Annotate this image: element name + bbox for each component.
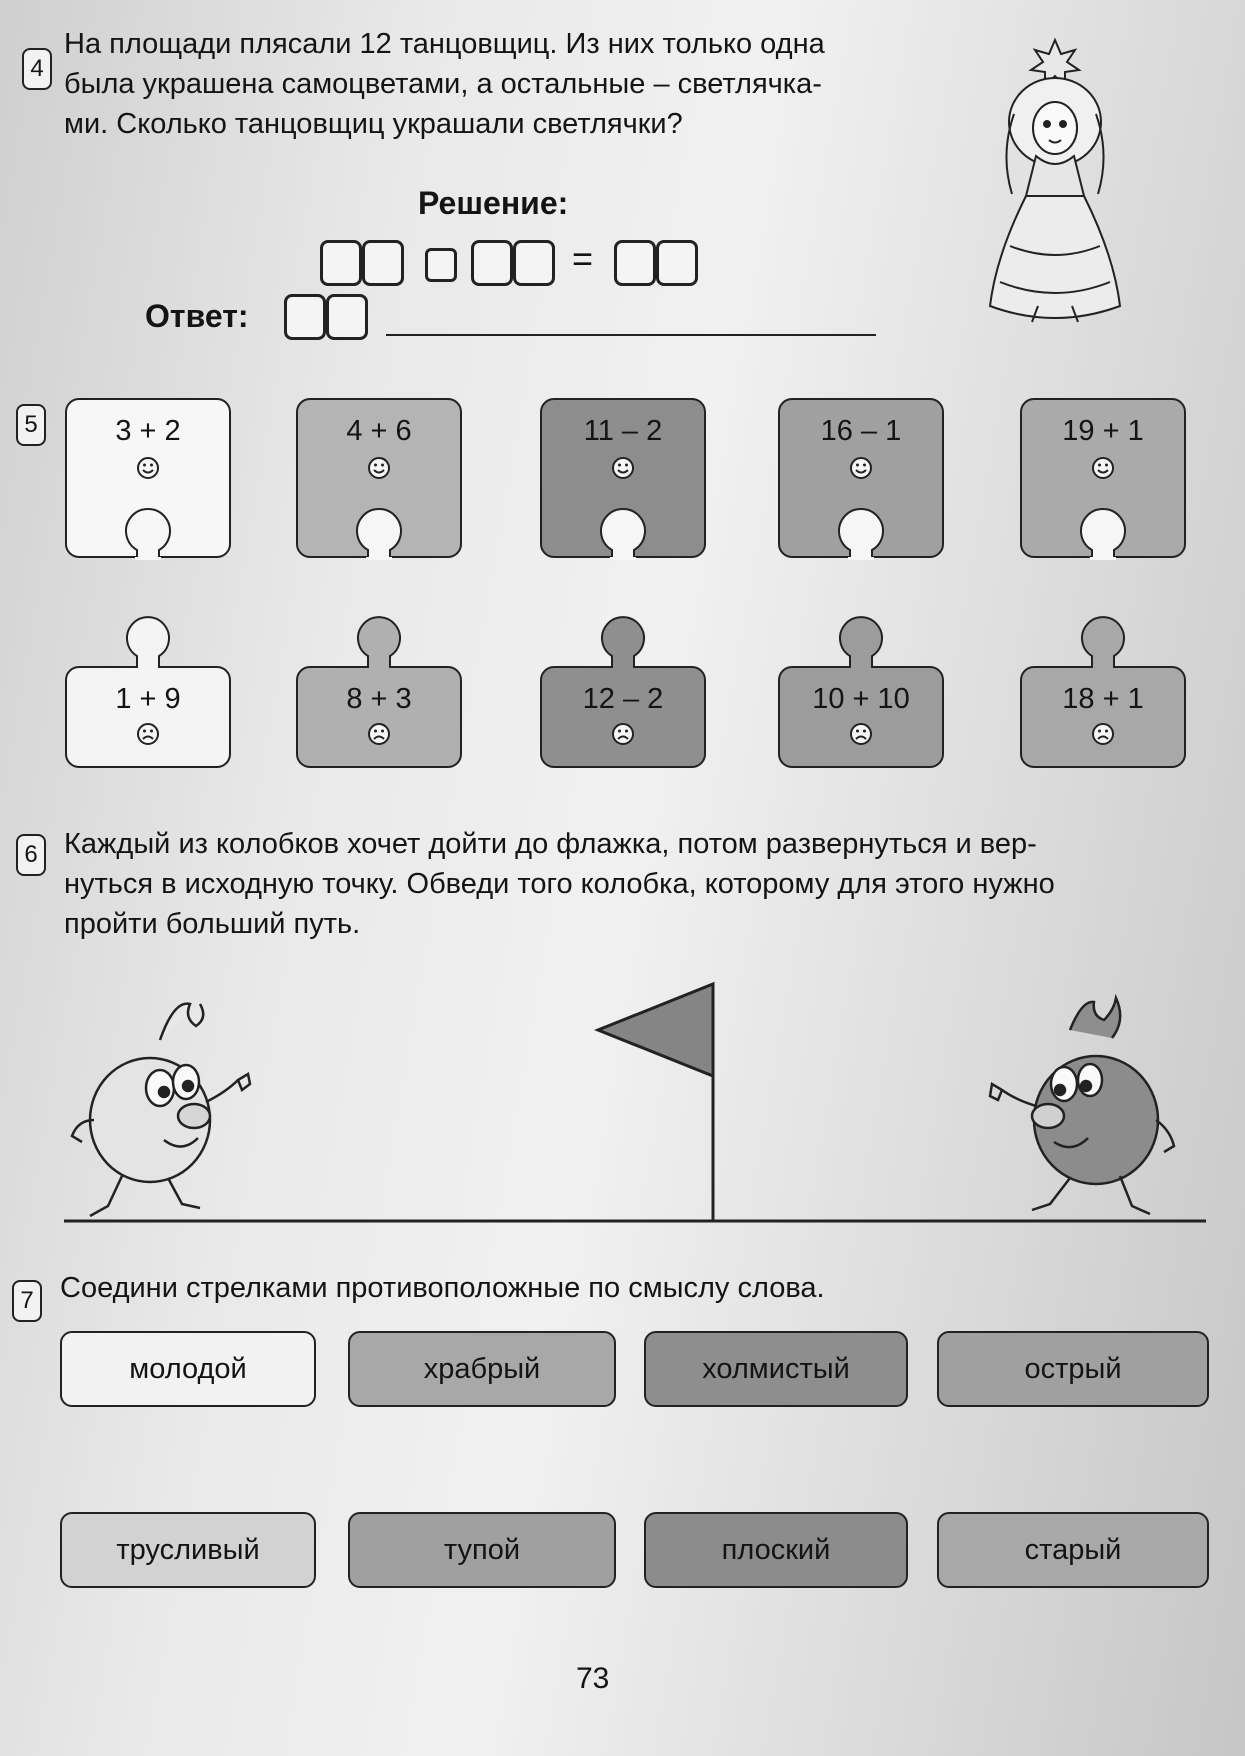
flag-scene [0, 970, 1245, 1230]
dancer-illustration [980, 34, 1130, 334]
smiley-sad-icon [611, 722, 635, 746]
task-4-number: 4 [22, 48, 52, 90]
piece-expression: 4 + 6 [346, 415, 412, 447]
word-box[interactable]: храбрый [348, 1331, 616, 1407]
answer-line[interactable] [386, 334, 876, 336]
word-box[interactable]: тупой [348, 1512, 616, 1588]
word-box[interactable]: старый [937, 1512, 1209, 1588]
task-6-line-1: Каждый из колобков хочет дойти до флажка, потом развернуться и вер- [64, 828, 1037, 860]
operator-cell[interactable] [425, 248, 457, 282]
task-7-instruction: Соедини стрелками противоположные по смыслу слова. [60, 1272, 825, 1304]
bottom-puzzle-piece[interactable] [1020, 608, 1186, 778]
solution-cell-5[interactable] [614, 240, 656, 286]
task-6-line-3: пройти больший путь. [64, 908, 361, 940]
bottom-puzzle-piece[interactable] [65, 608, 231, 778]
word-box[interactable]: холмистый [644, 1331, 908, 1407]
smiley-happy-icon [1091, 456, 1115, 480]
task-4-line-2: была украшена самоцветами, а остальные – светлячка- [64, 68, 822, 100]
right-kolobok-icon [990, 998, 1174, 1214]
smiley-sad-icon [1091, 722, 1115, 746]
word-box[interactable]: молодой [60, 1331, 316, 1407]
top-puzzle-piece[interactable] [65, 398, 231, 558]
piece-expression: 8 + 3 [346, 683, 412, 715]
piece-expression: 11 – 2 [583, 415, 663, 447]
task-6-number: 6 [16, 834, 46, 876]
equals-sign: = [572, 238, 594, 279]
smiley-sad-icon [849, 722, 873, 746]
top-puzzle-piece[interactable] [296, 398, 462, 558]
piece-expression: 18 + 1 [1062, 683, 1144, 715]
left-kolobok-icon [72, 1004, 250, 1216]
smiley-sad-icon [136, 722, 160, 746]
flag-icon [598, 984, 713, 1221]
solution-cell-3[interactable] [471, 240, 513, 286]
solution-cell-4[interactable] [513, 240, 555, 286]
piece-expression: 12 – 2 [582, 683, 664, 715]
answer-cell-2[interactable] [326, 294, 368, 340]
top-puzzle-piece[interactable] [540, 398, 706, 558]
solution-cell-6[interactable] [656, 240, 698, 286]
piece-expression: 16 – 1 [820, 415, 902, 447]
bottom-puzzle-piece[interactable] [296, 608, 462, 778]
piece-expression: 19 + 1 [1062, 415, 1144, 447]
answer-cell-1[interactable] [284, 294, 326, 340]
word-box[interactable]: плоский [644, 1512, 908, 1588]
task-4-line-3: ми. Сколько танцовщиц украшали светлячки? [64, 108, 683, 140]
top-puzzle-piece[interactable] [778, 398, 944, 558]
solution-cell-2[interactable] [362, 240, 404, 286]
task-4-line-1: На площади плясали 12 танцовщиц. Из них только одна [64, 28, 825, 60]
top-puzzle-piece[interactable] [1020, 398, 1186, 558]
smiley-happy-icon [611, 456, 635, 480]
smiley-sad-icon [367, 722, 391, 746]
smiley-happy-icon [136, 456, 160, 480]
answer-label: Ответ: [145, 298, 249, 334]
task-5-number: 5 [16, 404, 46, 446]
piece-expression: 1 + 9 [115, 683, 181, 715]
word-box[interactable]: острый [937, 1331, 1209, 1407]
piece-expression: 10 + 10 [812, 683, 910, 715]
bottom-puzzle-piece[interactable] [778, 608, 944, 778]
piece-expression: 3 + 2 [115, 415, 181, 447]
smiley-happy-icon [367, 456, 391, 480]
bottom-puzzle-piece[interactable] [540, 608, 706, 778]
page-number: 73 [576, 1662, 610, 1695]
smiley-happy-icon [849, 456, 873, 480]
solution-cell-1[interactable] [320, 240, 362, 286]
solution-label: Решение: [418, 185, 569, 221]
task-7-number: 7 [12, 1280, 42, 1322]
task-6-line-2: нуться в исходную точку. Обведи того колобка, которому для этого нужно [64, 868, 1055, 900]
word-box[interactable]: трусливый [60, 1512, 316, 1588]
